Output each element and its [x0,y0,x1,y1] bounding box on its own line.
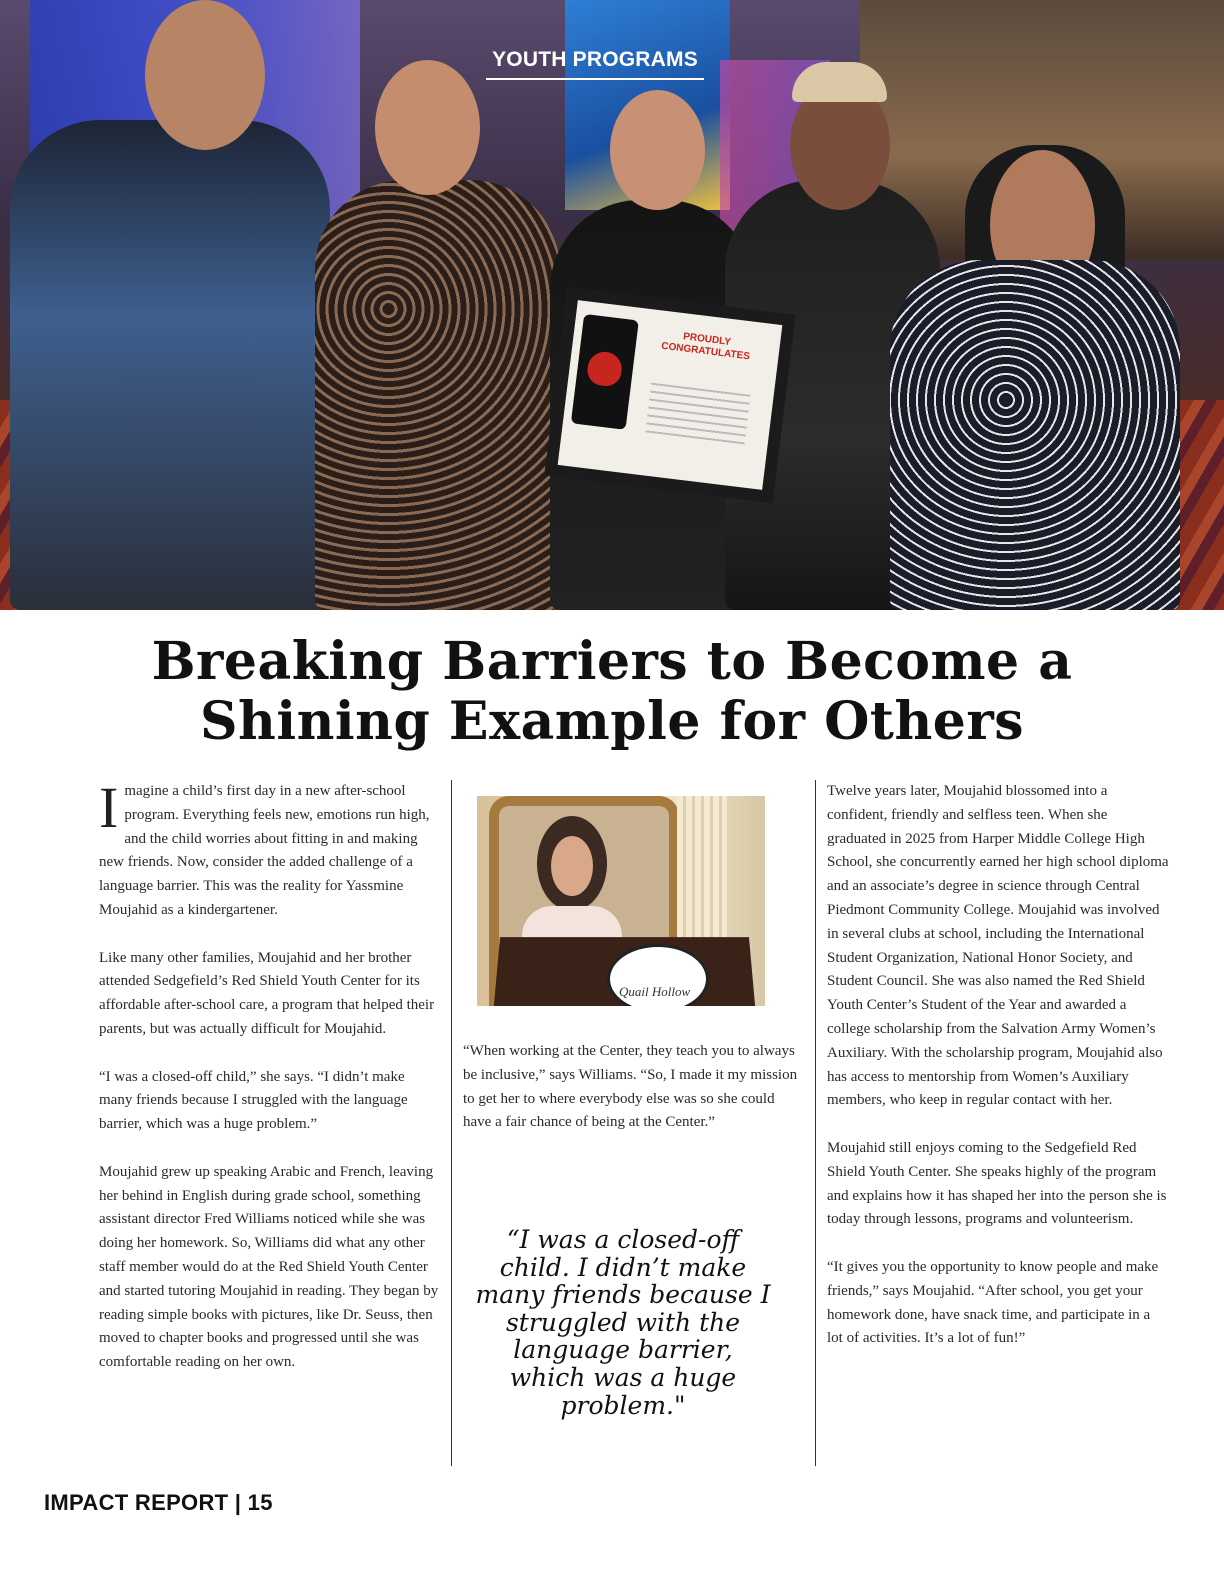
speaker-face [551,836,593,896]
paragraph: “I was a closed-off child,” she says. “I didn’t make many friends because I struggled with the language barrier, which was a huge problem.” [99,1068,408,1133]
page-footer: IMPACT REPORT | 15 [44,1490,273,1515]
person-woman-dress [315,180,560,610]
column-divider [815,780,816,1466]
person-woman-floral [890,260,1180,610]
podium-logo-text: Quail Hollow [619,984,691,999]
paragraph: Moujahid grew up speaking Arabic and French, leaving her behind in English during grade school, something assistant director Fred Williams noticed while she was doing her homework. So, Williams did what any other staff member would do at the Red Shield Youth Center and started tutoring Moujahid in reading. They began by reading simple books with pictures, like Dr. Seuss, then moved to chapter books and progressed until she was comfortable reading on her own. [99,1163,439,1371]
paragraph: Like many other families, Moujahid and her brother attended Sedgefield’s Red Shield Youth Center for its affordable after-school care, a program that helped their parents, but was actually difficult for Moujahid. [99,949,435,1037]
paragraph: “When working at the Center, they teach you to always be inclusive,” says Williams. “So, I made it my mission to get her to where everybody else was so she could have a fair chance of being at the Center.” [463,1043,798,1131]
headline-line-1: Breaking Barriers to Become a [151,631,1073,692]
person-honoree-head [610,90,705,210]
person-man-left-head [145,0,265,150]
article-column-1 [99,775,441,1399]
column-divider [451,780,452,1466]
award-certificate [544,287,795,504]
pull-quote: “I was a closed-off child. I didn’t make many friends because I struggled with the language barrier, which was a huge problem." [475,1225,771,1420]
certificate-heading: PROUDLY CONGRATULATES [660,331,751,363]
inset-photo-speaker [477,796,765,1006]
paragraph: Twelve years later, Moujahid blossomed into a confident, friendly and selfless teen. When she graduated in 2025 from Harper Middle College High School, she concurrently earned her high school diploma and an associate’s degree in science through Central Piedmont Community College. Moujahid was involved in several clubs at school, including the International Student Organization, National Honor Society, and Student Council. She was also named the Red Shield Youth Center’s Student of the Year and awarded a college scholarship from the Salvation Army Women’s Auxiliary. With the scholarship program, Moujahid also has access to mentorship from Women’s Auxiliary members, who keep in regular contact with her. [827,783,1169,1109]
article-headline [100,632,1124,752]
article-column-2 [463,1040,803,1159]
cap [792,62,887,102]
drop-cap: I [99,775,119,840]
section-label: YOUTH PROGRAMS [486,48,704,80]
paragraph-text: magine a child’s first day in a new after-school program. Everything feels new, emotions run high, and the child worries about fitting in and making new friends. Now, consider the added challenge of a language barrier. This was the reality for Yassmine Moujahid as a kindergartener. [99,783,430,918]
paragraph: “It gives you the opportunity to know people and make friends,” says Moujahid. “After school, you get your homework done, have snack time, and participate in a lot of activities. It’s a lot of fun!” [827,1258,1159,1347]
person-man-left [10,120,330,610]
hero-photo [0,0,1224,610]
paragraph [99,775,441,923]
person-woman-dress-head [375,60,480,195]
article-column-3 [827,780,1169,1375]
paragraph: Moujahid still enjoys coming to the Sedgefield Red Shield Youth Center. She speaks highly of the program and explains how it has shaped her into the person she is today through lessons, programs and volunteerism. [827,1139,1167,1228]
headline-line-2: Shining Example for Others [199,691,1025,752]
